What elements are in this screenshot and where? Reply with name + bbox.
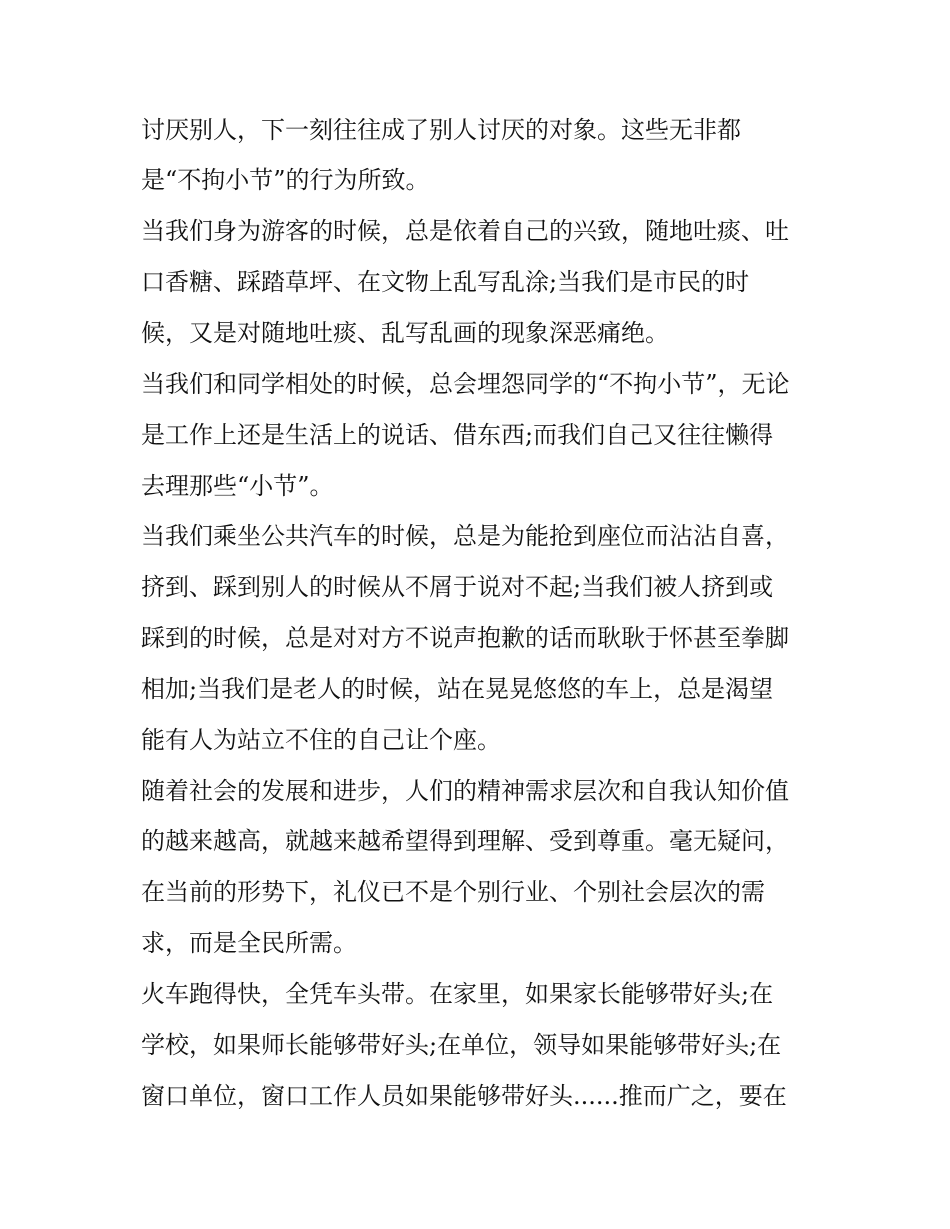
text-line: 候，又是对随地吐痰、乱写乱画的现象深恶痛绝。 (141, 319, 669, 347)
text-line: 当我们乘坐公共汽车的时候，总是为能抢到座位而沾沾自喜， (141, 522, 789, 550)
text-line: 相加;当我们是老人的时候，站在晃晃悠悠的车上，总是渴望 (141, 675, 774, 703)
text-line: 在当前的形势下，礼仪已不是个别行业、个别社会层次的需 (141, 878, 765, 906)
text-line: 讨厌别人，下一刻往往成了别人讨厌的对象。这些无非都 (141, 116, 741, 144)
text-line: 是工作上还是生活上的说话、借东西;而我们自己又往往懒得 (141, 421, 774, 449)
text-line: 的越来越高，就越来越希望得到理解、受到尊重。毫无疑问， (141, 827, 789, 855)
text-line: 挤到、踩到别人的时候从不屑于说对不起;当我们被人挤到或 (141, 573, 774, 601)
text-line: 当我们身为游客的时候，总是依着自己的兴致，随地吐痰、吐 (141, 217, 789, 245)
text-line: 踩到的时候，总是对对方不说声抱歉的话而耿耿于怀甚至拳脚 (141, 624, 789, 652)
text-line: 火车跑得快，全凭车头带。在家里，如果家长能够带好头;在 (141, 980, 774, 1008)
text-line: 是“不拘小节”的行为所致。 (141, 166, 430, 194)
text-line: 学校，如果师长能够带好头;在单位，领导如果能够带好头;在 (141, 1031, 782, 1059)
text-line: 当我们和同学相处的时候，总会埋怨同学的“不拘小节”，无论 (141, 370, 790, 398)
text-line: 窗口单位，窗口工作人员如果能够带好头......推而广之，要在 (141, 1082, 787, 1110)
text-line: 去理那些“小节”。 (141, 472, 334, 500)
text-line: 口香糖、踩踏草坪、在文物上乱写乱涂;当我们是市民的时 (141, 268, 750, 296)
text-line: 求，而是全民所需。 (141, 929, 357, 957)
text-line: 能有人为站立不住的自己让个座。 (141, 726, 501, 754)
text-line: 随着社会的发展和进步，人们的精神需求层次和自我认知价值 (141, 777, 789, 805)
